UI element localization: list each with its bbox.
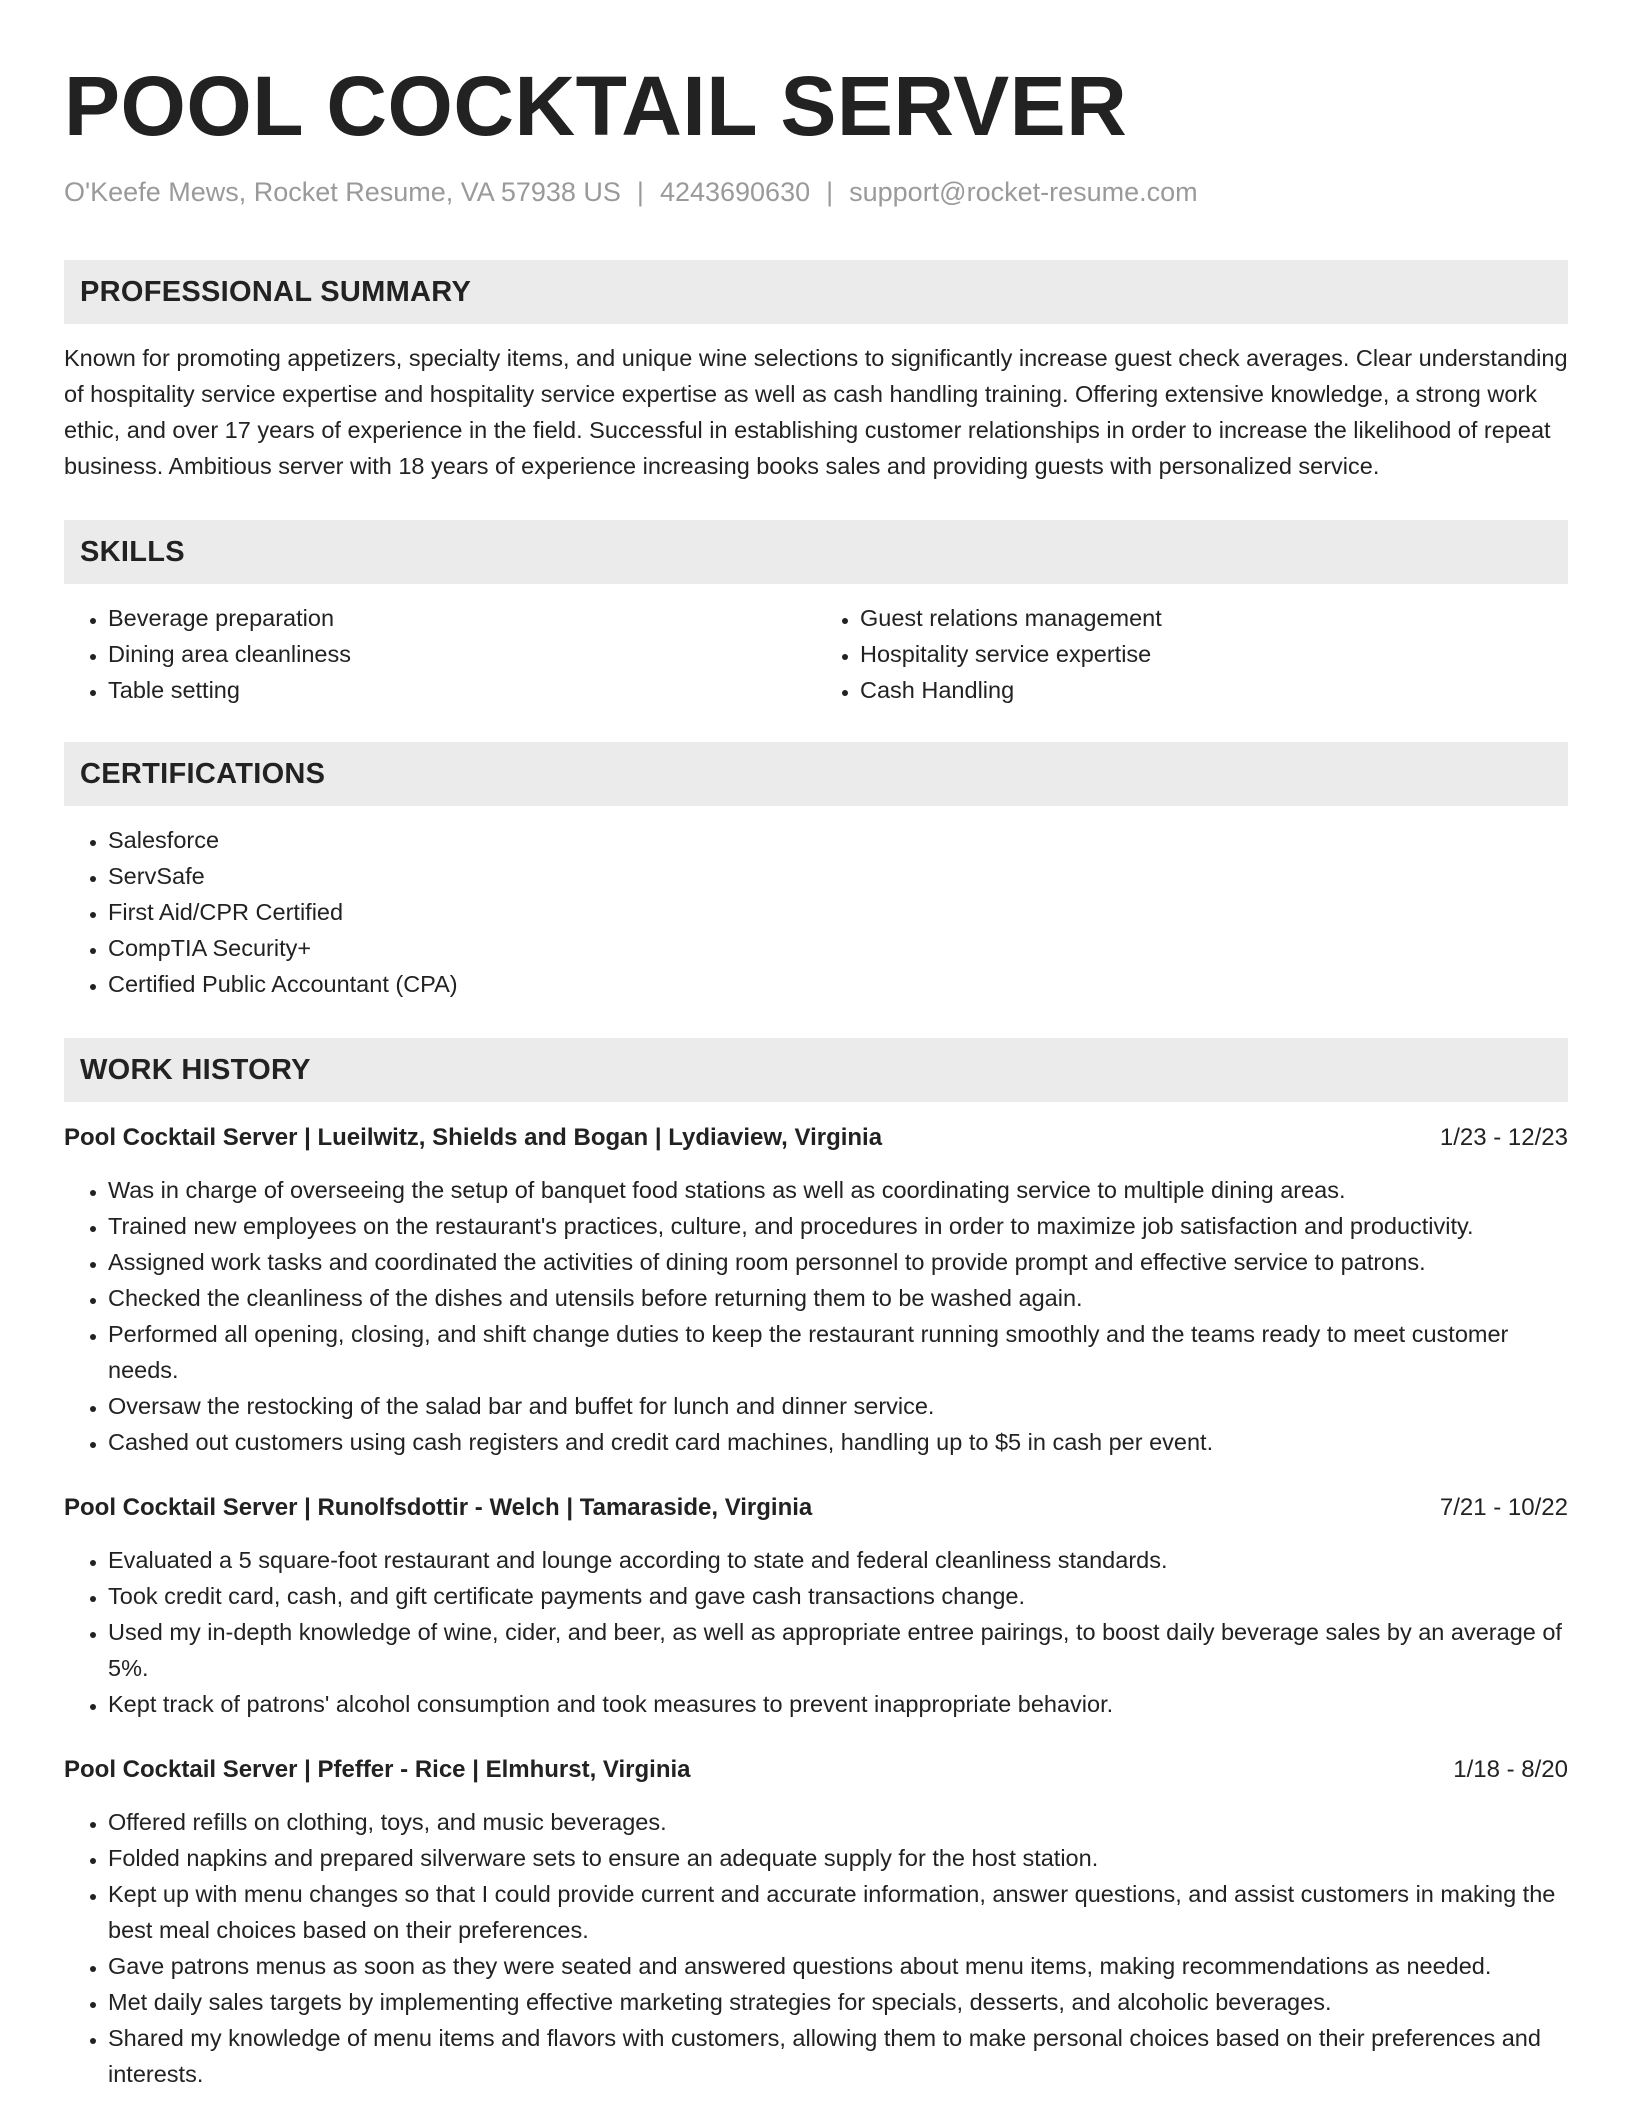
job-heading-row <box>64 1120 1568 1156</box>
job-bullet: • Assigned work tasks and coordinated the activities of dining room personnel to provide prompt and effective service to patrons. <box>108 1244 1568 1280</box>
certifications-list <box>64 822 1568 1002</box>
job-bullet: • Evaluated a 5 square-foot restaurant and lounge according to state and federal cleanliness standards. <box>108 1542 1568 1578</box>
job-bullet: • Kept up with menu changes so that I could provide current and accurate information, answer questions, and assist customers in making the best meal choices based on their preferences. <box>108 1876 1568 1948</box>
skills-list-right <box>816 600 1568 708</box>
job-bullet: • Used my in-depth knowledge of wine, cider, and beer, as well as appropriate entree pairings, to boost daily beverage sales by an average of 5%. <box>108 1614 1568 1686</box>
skill-item: • Table setting <box>108 672 816 708</box>
job-bullet: • Performed all opening, closing, and shift change duties to keep the restaurant running smoothly and the teams ready to meet customer needs. <box>108 1316 1568 1388</box>
job-dates: 1/18 - 8/20 <box>1453 1756 1568 1783</box>
page-title: POOL COCKTAIL SERVER <box>64 59 1128 153</box>
contact-address: O'Keefe Mews, Rocket Resume, VA 57938 US <box>64 177 621 207</box>
section-header-summary: PROFESSIONAL SUMMARY <box>64 260 1568 324</box>
job-bullet: • Checked the cleanliness of the dishes and utensils before returning them to be washed again. <box>108 1280 1568 1316</box>
job-entry <box>64 1490 1568 1722</box>
contact-separator: | <box>826 177 834 207</box>
job-bullet: • Kept track of patrons' alcohol consumption and took measures to prevent inappropriate behavior. <box>108 1686 1568 1722</box>
job-bullet: • Met daily sales targets by implementing effective marketing strategies for specials, desserts, and alcoholic beverages. <box>108 1984 1568 2020</box>
section-header-skills: SKILLS <box>64 520 1568 584</box>
job-dates: 1/23 - 12/23 <box>1439 1124 1568 1151</box>
job-heading: Pool Cocktail Server | Lueilwitz, Shields and Bogan | Lydiaview, Virginia <box>64 1124 883 1151</box>
contact-line <box>64 174 1568 210</box>
certification-item: • ServSafe <box>108 858 1568 894</box>
job-heading-row <box>64 1752 1568 1788</box>
job-bullets <box>64 1804 1568 2092</box>
skill-item: • Guest relations management <box>860 600 1568 636</box>
contact-phone: 4243690630 <box>659 177 811 207</box>
job-heading-row <box>64 1490 1568 1526</box>
job-heading: Pool Cocktail Server | Runolfsdottir - Welch | Tamaraside, Virginia <box>64 1494 813 1521</box>
certification-item: • CompTIA Security+ <box>108 930 1568 966</box>
certification-item: • First Aid/CPR Certified <box>108 894 1568 930</box>
job-bullet: • Was in charge of overseeing the setup of banquet food stations as well as coordinating service to multiple dining areas. <box>108 1172 1568 1208</box>
job-bullet: • Cashed out customers using cash registers and credit card machines, handling up to $5 in cash per event. <box>108 1424 1568 1460</box>
job-bullet: • Folded napkins and prepared silverware sets to ensure an adequate supply for the host station. <box>108 1840 1568 1876</box>
job-bullet: • Gave patrons menus as soon as they were seated and answered questions about menu items, making recommendations as needed. <box>108 1948 1568 1984</box>
job-bullets <box>64 1172 1568 1460</box>
certification-item: • Certified Public Accountant (CPA) <box>108 966 1568 1002</box>
skill-item: • Cash Handling <box>860 672 1568 708</box>
job-entry <box>64 1752 1568 2092</box>
job-heading: Pool Cocktail Server | Pfeffer - Rice | Elmhurst, Virginia <box>64 1756 691 1783</box>
job-bullet: • Trained new employees on the restaurant's practices, culture, and procedures in order to maximize job satisfaction and productivity. <box>108 1208 1568 1244</box>
job-bullet: • Oversaw the restocking of the salad bar and buffet for lunch and dinner service. <box>108 1388 1568 1424</box>
skill-item: • Beverage preparation <box>108 600 816 636</box>
certification-item: • Salesforce <box>108 822 1568 858</box>
job-dates: 7/21 - 10/22 <box>1439 1494 1568 1521</box>
section-header-certifications: CERTIFICATIONS <box>64 742 1568 806</box>
contact-separator: | <box>636 177 644 207</box>
skill-item: • Dining area cleanliness <box>108 636 816 672</box>
job-entry <box>64 1120 1568 1460</box>
job-bullet: • Offered refills on clothing, toys, and music beverages. <box>108 1804 1568 1840</box>
job-bullets <box>64 1542 1568 1722</box>
skills-grid <box>64 600 1568 708</box>
section-header-work-history: WORK HISTORY <box>64 1038 1568 1102</box>
skill-item: • Hospitality service expertise <box>860 636 1568 672</box>
job-bullet: • Shared my knowledge of menu items and flavors with customers, allowing them to make personal choices based on their preferences and interests. <box>108 2020 1568 2092</box>
job-bullet: • Took credit card, cash, and gift certificate payments and gave cash transactions change. <box>108 1578 1568 1614</box>
skills-list-left <box>64 600 816 708</box>
summary-text: Known for promoting appetizers, specialty items, and unique wine selections to significantly increase guest check averages. Clear understanding of hospitality service expertise and hospitality service expertise as well as cash handling training. Offering extensive knowledge, a strong work ethic, and over 17 years of experience in the field. Successful in establishing customer relationships in order to increase the likelihood of repeat business. Ambitious server with 18 years of experience increasing books sales and providing guests with personalized service. <box>64 345 1568 479</box>
contact-email: support@rocket-resume.com <box>849 177 1198 207</box>
